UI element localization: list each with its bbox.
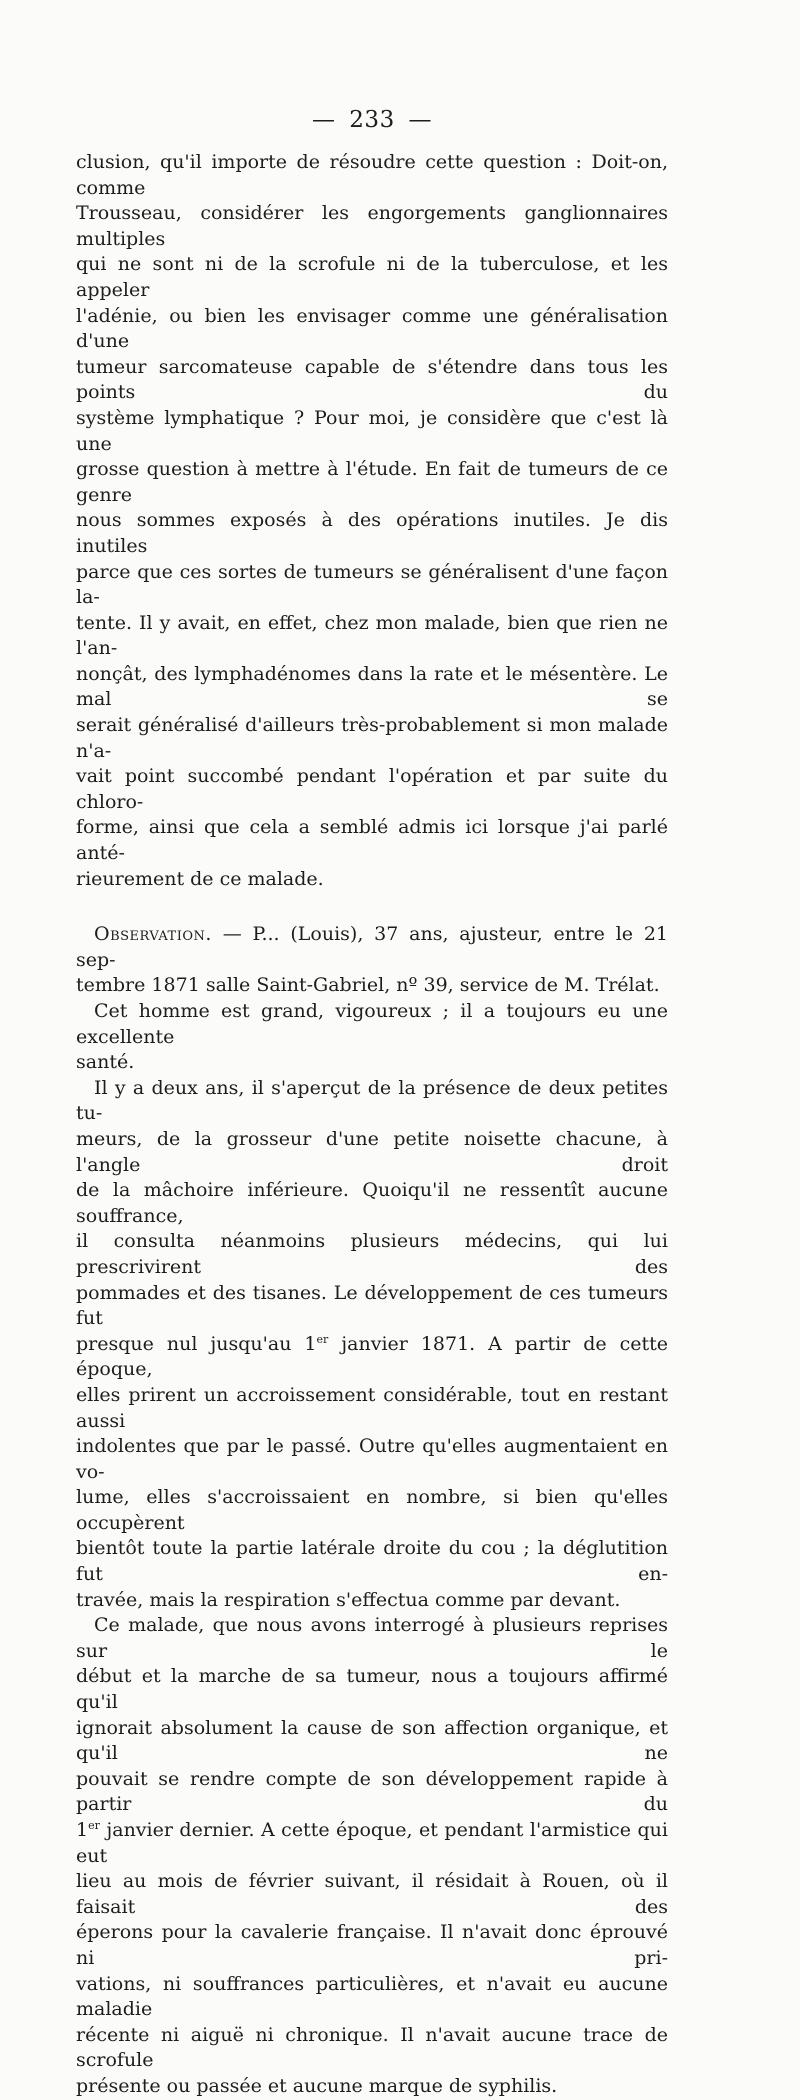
- text-fragment: 1: [76, 1819, 89, 1841]
- page-number-dash-right: —: [408, 107, 433, 133]
- text-line: indolentes que par le passé. Outre qu'elles augmentaient en vo-: [76, 1435, 668, 1483]
- text-line: tembre 1871 salle Saint-Gabriel, nº 39, service de M. Trélat.: [76, 974, 660, 997]
- text-line: rieurement de ce malade.: [76, 867, 324, 890]
- text-line: grosse question à mettre à l'étude. En fait de tumeurs de ce genre: [76, 458, 668, 506]
- text-line: clusion, qu'il importe de résoudre cette question : Doit-on, comme: [76, 151, 668, 199]
- text-line: récente ni aiguë ni chronique. Il n'avait aucune trace de scrofule: [76, 2023, 668, 2072]
- text-line: tente. Il y avait, en effet, chez mon malade, bien que rien ne l'an-: [76, 611, 668, 660]
- text-line: santé.: [76, 1051, 135, 1074]
- text-line: éperons pour la cavalerie française. Il n'avait donc éprouvé ni pri-: [76, 1921, 668, 1969]
- text-line: vait point succombé pendant l'opération et par suite du chloro-: [76, 765, 668, 813]
- text-line: de la mâchoire inférieure. Quoiqu'il ne ressentît aucune souffrance,: [76, 1179, 668, 1227]
- text-fragment: Cet homme est grand, vigoureux ; il a toujours eu une excellente: [76, 1000, 668, 1048]
- text-line: parce que ces sortes de tumeurs se généralisent d'une façon la-: [76, 560, 668, 609]
- superscript: er: [316, 1332, 329, 1346]
- text-line: tumeur sarcomateuse capable de s'étendre dans tous les points du: [76, 355, 668, 404]
- text-line: [76, 1613, 668, 1664]
- text-line: [76, 1332, 668, 1383]
- text-line: lume, elles s'accroissaient en nombre, si bien qu'elles occupèrent: [76, 1486, 668, 1534]
- page-number-dash-left: —: [311, 107, 336, 133]
- text-line: ignorait absolument la cause de son affection organique, et qu'il ne: [76, 1716, 668, 1765]
- text-line: bientôt toute la partie latérale droite du cou ; la déglutition fut en-: [76, 1537, 668, 1586]
- observation-dash: —: [222, 923, 242, 946]
- text-line: vations, ni souffrances particulières, et n'avait eu aucune maladie: [76, 1972, 668, 2021]
- text-line: meurs, de la grosseur d'une petite noisette chacune, à l'angle droit: [76, 1127, 668, 1176]
- text-line: l'adénie, ou bien les envisager comme une généralisation d'une: [76, 304, 668, 353]
- section-gap: [76, 892, 668, 922]
- text-fragment: janvier dernier. A cette époque, et pendant l'armistice qui eut: [76, 1819, 668, 1867]
- text-fragment: Il y a deux ans, il s'aperçut de la présence de deux petites tu-: [76, 1076, 668, 1125]
- paragraph-history: [76, 1076, 668, 1613]
- page-number: 233: [349, 107, 395, 133]
- text-line: elles prirent un accroissement considérable, tout en restant aussi: [76, 1383, 668, 1432]
- text-line: [76, 1076, 668, 1127]
- text-line: Trousseau, considérer les engorgements ganglionnaires multiples: [76, 202, 668, 250]
- paragraph-patient-description: [76, 999, 668, 1076]
- page-number-header: [76, 100, 668, 140]
- body-text: [76, 150, 668, 2100]
- text-line: nonçât, des lymphadénomes dans la rate et le mésentère. Le mal se: [76, 662, 668, 711]
- text-line: lieu au mois de février suivant, il résidait à Rouen, où il faisait des: [76, 1870, 668, 1918]
- text-fragment: Ce malade, que nous avons interrogé à plusieurs reprises sur le: [76, 1614, 668, 1662]
- text-line: présente ou passée et aucune marque de syphilis.: [76, 2074, 558, 2097]
- text-line: [76, 999, 668, 1050]
- paragraph-conclusion: [76, 150, 668, 892]
- observation-line1: P... (Louis), 37 ans, ajusteur, entre le 21 sep-: [76, 923, 669, 971]
- text-line: pommades et des tisanes. Le développement de ces tumeurs fut: [76, 1281, 668, 1330]
- text-fragment: janvier 1871. A partir de cette époque,: [76, 1332, 668, 1381]
- text-line: pouvait se rendre compte de son développement rapide à partir du: [76, 1767, 668, 1816]
- text-line: il consulta néanmoins plusieurs médecins, qui lui prescrivirent des: [76, 1230, 668, 1278]
- text-line: système lymphatique ? Pour moi, je considère que c'est là une: [76, 406, 668, 455]
- text-line: nous sommes exposés à des opérations inutiles. Je dis inutiles: [76, 509, 668, 557]
- paragraph-observation: [76, 922, 668, 999]
- observation-line: [76, 922, 668, 973]
- paragraph-interview: [76, 1613, 668, 2099]
- text-line: qui ne sont ni de la scrofule ni de la tuberculose, et les appeler: [76, 253, 668, 301]
- superscript: er: [88, 1819, 100, 1832]
- text-line: serait généralisé d'ailleurs très-probablement si mon malade n'a-: [76, 714, 668, 762]
- book-page: [76, 100, 668, 2100]
- text-line: forme, ainsi que cela a semblé admis ici lorsque j'ai parlé anté-: [76, 816, 668, 865]
- text-fragment: presque nul jusqu'au 1: [76, 1332, 317, 1355]
- text-line: début et la marche de sa tumeur, nous a toujours affirmé qu'il: [76, 1665, 668, 1714]
- text-line: [76, 1818, 668, 1869]
- observation-label: Observation.: [94, 923, 212, 946]
- text-line: travée, mais la respiration s'effectua comme par devant.: [76, 1588, 621, 1611]
